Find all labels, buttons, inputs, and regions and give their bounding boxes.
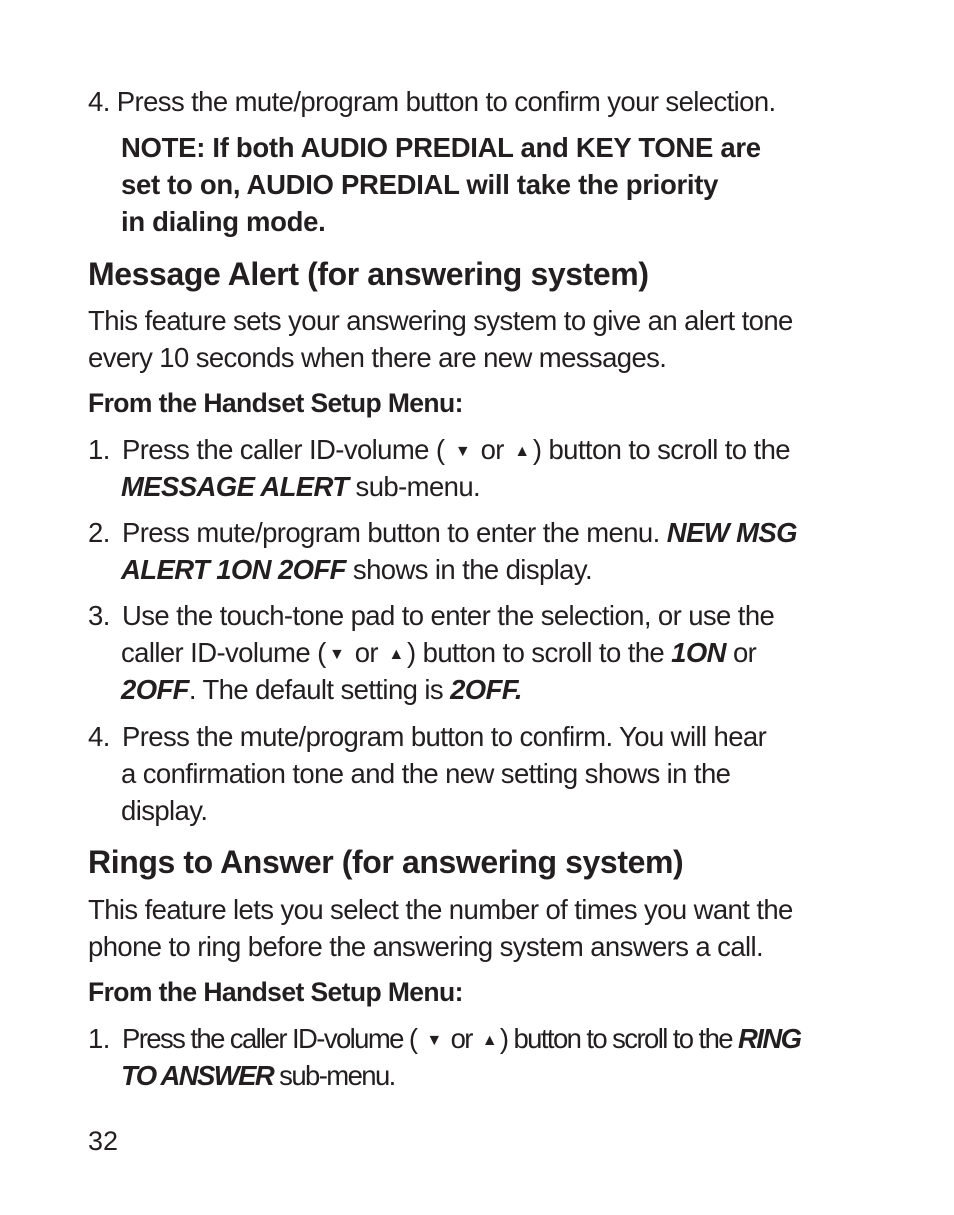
message-alert-step-4-line-1 [88, 718, 766, 755]
option-2off: 2OFF [121, 674, 189, 705]
step-text: ) button to scroll to the [499, 1023, 739, 1054]
step-number: 2. [88, 517, 110, 548]
menu-name-to-answer: TO ANSWER [121, 1060, 274, 1091]
step-text: ) button to scroll to the [407, 637, 672, 668]
section-heading-message-alert: Message Alert (for answering system) [88, 256, 649, 292]
message-alert-step-4-line-3: display. [121, 795, 208, 826]
step-number: 1. [88, 1023, 110, 1054]
step-text: shows in the display. [345, 554, 593, 585]
step-text: or [354, 637, 378, 668]
step-text: ) button to scroll to the [532, 434, 790, 465]
step-text: Use the touch-tone pad to enter the selection, or use the [122, 600, 775, 631]
rings-desc-line-1: This feature lets you select the number of times you want the [88, 894, 793, 925]
note-line-3: in dialing mode. [121, 206, 326, 237]
up-arrow-icon: ▲ [514, 443, 530, 460]
step-text: Press the mute/program button to confirm. You will hear [122, 721, 767, 752]
message-alert-step-2-line-1 [88, 514, 797, 551]
option-1on: 1ON [671, 637, 726, 668]
step-text: sub-menu. [273, 1060, 395, 1091]
step-text: or [450, 1023, 472, 1054]
message-alert-desc-line-1: This feature sets your answering system to give an alert tone [88, 305, 793, 336]
display-text-new-msg: NEW MSG [666, 517, 797, 548]
message-alert-step-2-line-2 [121, 551, 592, 588]
menu-name-ring: RING [738, 1023, 801, 1054]
menu-name-message-alert: MESSAGE ALERT [121, 471, 349, 502]
rings-desc-line-2: phone to ring before the answering system answers a call. [88, 931, 764, 962]
section-heading-rings-to-answer: Rings to Answer (for answering system) [88, 844, 684, 880]
message-alert-step-3-line-3 [121, 671, 522, 708]
up-arrow-icon: ▲ [481, 1032, 496, 1049]
step-number: 3. [88, 600, 110, 631]
default-option-2off: 2OFF. [450, 674, 522, 705]
step-text: Press the caller ID-volume ( [122, 434, 445, 465]
step-text: caller ID-volume ( [121, 637, 326, 668]
rings-from-menu: From the Handset Setup Menu: [88, 977, 463, 1007]
message-alert-step-3-line-1 [88, 597, 774, 634]
step-text: or [480, 434, 504, 465]
down-arrow-icon: ▼ [329, 646, 345, 663]
rings-step-1-line-2 [121, 1057, 395, 1094]
step-text: Press the caller ID-volume ( [122, 1023, 417, 1054]
note-line-1: NOTE: If both AUDIO PREDIAL and KEY TONE are [121, 132, 761, 163]
step-number: 1. [88, 434, 110, 465]
step-text: . The default setting is [188, 674, 451, 705]
step-text: or [725, 637, 757, 668]
step-number: 4. [88, 721, 110, 752]
intro-step-4 [88, 83, 776, 120]
message-alert-step-4-line-2: a confirmation tone and the new setting shows in the [121, 758, 731, 789]
rings-step-1-line-1 [88, 1020, 800, 1059]
message-alert-desc-line-2: every 10 seconds when there are new messages. [88, 342, 667, 373]
intro-step-number: 4. [88, 86, 110, 117]
down-arrow-icon: ▼ [426, 1032, 441, 1049]
message-alert-step-1-line-1 [88, 431, 790, 470]
message-alert-from-menu: From the Handset Setup Menu: [88, 388, 463, 418]
display-text-alert-1on-2off: ALERT 1ON 2OFF [121, 554, 346, 585]
intro-step-text: Press the mute/program button to confirm your selection. [116, 86, 776, 117]
message-alert-step-1-line-2 [121, 468, 480, 505]
step-text: Press mute/program button to enter the menu. [122, 517, 667, 548]
message-alert-step-3-line-2 [121, 634, 756, 673]
down-arrow-icon: ▼ [454, 443, 471, 460]
note-line-2: set to on, AUDIO PREDIAL will take the priority [121, 169, 719, 200]
step-text: sub-menu. [348, 471, 481, 502]
up-arrow-icon: ▲ [388, 646, 404, 663]
page-number: 32 [88, 1126, 119, 1156]
